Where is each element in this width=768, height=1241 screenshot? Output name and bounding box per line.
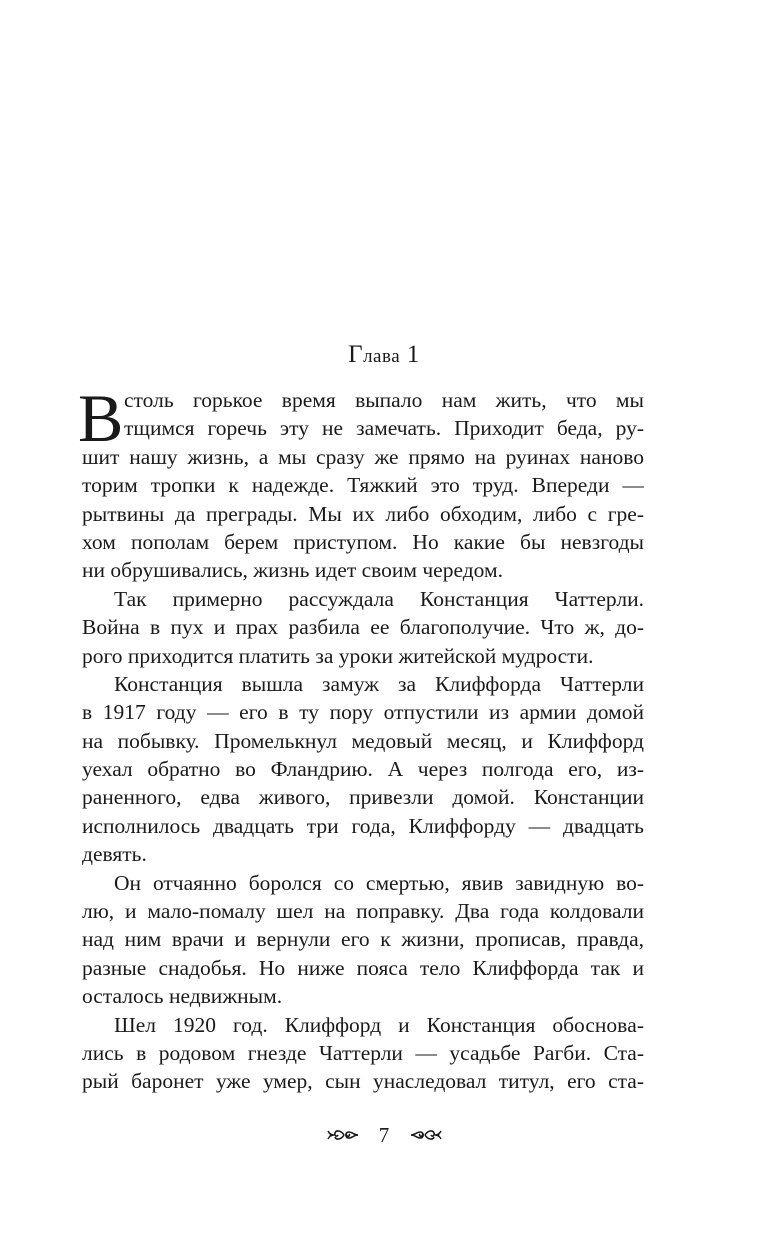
page-number: 7 (378, 1123, 390, 1148)
chapter-title-word: лава (363, 346, 401, 367)
text-line: раненного, едва живого, привезли домой. Констанции (82, 785, 644, 810)
text-line: торим тропки к надежде. Тяжкий это труд. Впереди — (82, 473, 644, 498)
text-line: Так примерно рассуждала Констанция Чаттерли. (114, 586, 644, 611)
chapter-title (0, 339, 768, 373)
text-line: Шел 1920 год. Клиффорд и Констанция обосновa- (114, 1012, 644, 1037)
chapter-number: 1 (406, 341, 420, 368)
text-line: рого приходится платить за уроки житейской мудрости. (82, 643, 594, 668)
body-text (78, 380, 644, 1096)
right-flourish-icon (409, 1124, 443, 1146)
left-flourish-icon (326, 1124, 360, 1146)
text-line: девять. (82, 842, 147, 867)
text-line: хом пополам берем приступом. Но какие бы невзгоды (82, 529, 644, 554)
text-line: лю, и мало-помалу шел на поправку. Два года колдовали (82, 899, 644, 924)
text-line: Он отчаянно боролся со смертью, явив завидную во- (114, 870, 644, 895)
text-line: исполнилось двадцать три года, Клиффорду — двадцать (82, 813, 644, 838)
text-line: столь горькое время выпало нам жить, что мы (124, 388, 644, 412)
text-line: уехал обратно во Фландрию. А через полгода его, из- (82, 757, 644, 782)
text-line: лись в родовом гнезде Чаттерли — усадьбе Рагби. Ста- (82, 1040, 644, 1065)
drop-cap: В (78, 380, 124, 456)
page-footer (0, 1118, 768, 1150)
text-line: тщимся горечь эту не замечать. Приходит беда, ру- (124, 416, 644, 441)
text-line: разные снадобья. Но ниже пояса тело Клиффорда так и (82, 955, 644, 980)
text-line: Констанция вышла замуж за Клиффорда Чаттерли (114, 671, 644, 696)
text-line: шит нашу жизнь, а мы сразу же прямо на руинах наново (82, 444, 644, 469)
text-line: рытвины да преграды. Мы их либо обходим, либо с гре- (82, 501, 644, 526)
text-line: на побывку. Промелькнул медовый месяц, и Клиффорд (82, 728, 644, 753)
text-line: осталось недвижным. (82, 984, 283, 1009)
text-line: Война в пух и прах разбила ее благополучие. Что ж, до- (82, 615, 644, 640)
text-line: рый баронет уже умер, сын унаследовал титул, его ста- (82, 1069, 644, 1094)
text-line: ни обрушивались, жизнь идет своим чередом. (82, 558, 503, 583)
text-line: над ним врачи и вернули его к жизни, прописав, правда, (82, 927, 644, 952)
chapter-title-initial: Г (348, 341, 364, 368)
text-line: в 1917 году — его в ту пору отпустили из армии домой (82, 700, 644, 725)
